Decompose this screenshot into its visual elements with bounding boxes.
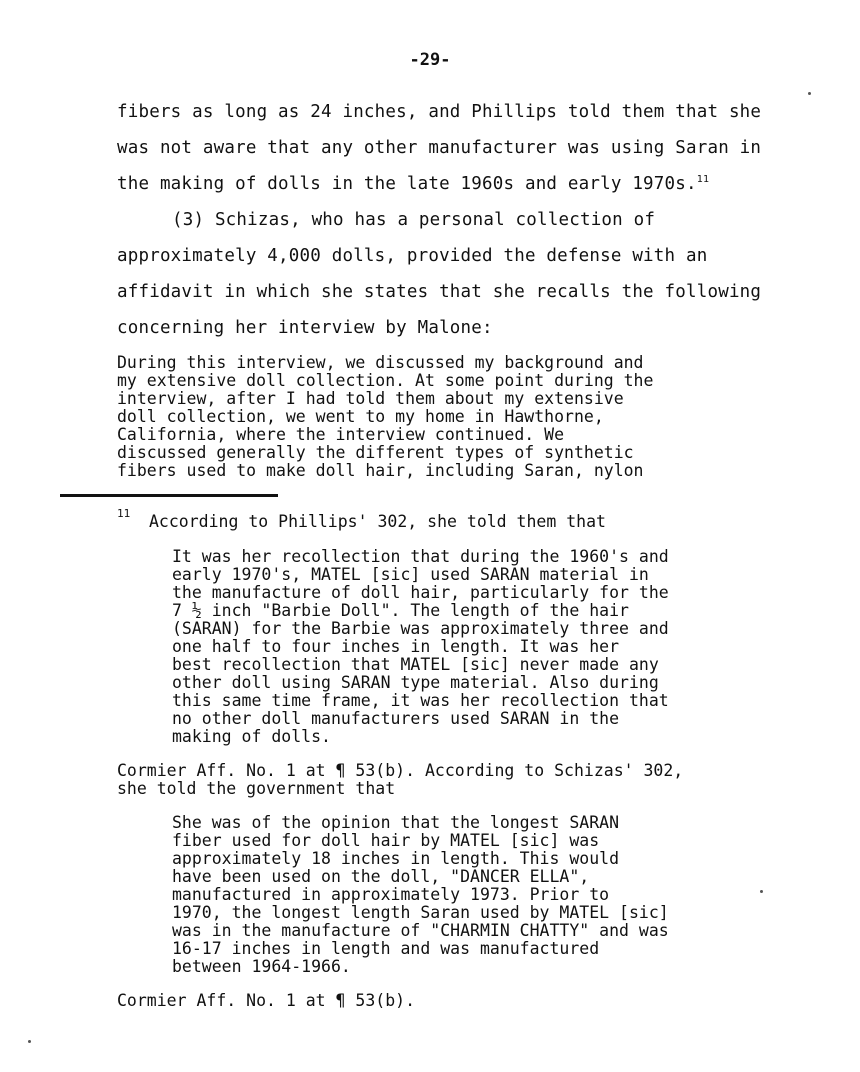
quote-line: discussed generally the different types of synthetic: [117, 443, 634, 462]
paragraph1-line-3-text: the making of dolls in the late 1960s and early 1970s.: [117, 174, 697, 194]
quote-line: She was of the opinion that the longest SARAN: [172, 813, 620, 832]
quote-line: 16-17 inches in length and was manufactured: [172, 939, 600, 958]
citation-line: Cormier Aff. No. 1 at ¶ 53(b).: [117, 991, 416, 1010]
paragraph1-line-1: fibers as long as 24 inches, and Phillips told them that she: [117, 102, 762, 122]
footnote-quote-phillips: [172, 548, 669, 746]
footnote-lead: According to Phillips' 302, she told them that: [149, 512, 606, 531]
quote-line: my extensive doll collection. At some point during the: [117, 371, 654, 390]
quote-line: making of dolls.: [172, 727, 331, 746]
quote-line: 1970, the longest length Saran used by MATEL [sic]: [172, 903, 669, 922]
footnote-citation-1: [117, 762, 683, 798]
quote-line: best recollection that MATEL [sic] never made any: [172, 655, 659, 674]
quote-line: was in the manufacture of "CHARMIN CHATTY" and was: [172, 921, 669, 940]
quote-line: During this interview, we discussed my background and: [117, 353, 644, 372]
footnote-reference: 11: [696, 174, 710, 186]
footnote-quote-schizas: [172, 814, 669, 976]
citation-line: Cormier Aff. No. 1 at ¶ 53(b). According to Schizas' 302,: [117, 761, 684, 780]
citation-line: she told the government that: [117, 779, 396, 798]
quote-line: (SARAN) for the Barbie was approximately three and: [172, 619, 669, 638]
page-number: -29-: [409, 50, 451, 70]
scan-speck: [760, 890, 763, 893]
paragraph2-line-1: (3) Schizas, who has a personal collection of: [172, 210, 656, 230]
paragraph1-line-2: was not aware that any other manufacturer was using Saran in: [117, 138, 762, 158]
quote-line: fiber used for doll hair by MATEL [sic] was: [172, 831, 600, 850]
quote-line: 7 ½ inch "Barbie Doll". The length of the hair: [172, 601, 629, 620]
quote-line: between 1964-1966.: [172, 957, 351, 976]
quote-line: this same time frame, it was her recollection that: [172, 691, 669, 710]
paragraph2-line-3: affidavit in which she states that she recalls the following: [117, 282, 762, 302]
quote-line: interview, after I had told them about my extensive: [117, 389, 624, 408]
quote-line: early 1970's, MATEL [sic] used SARAN material in: [172, 565, 649, 584]
quote-line: other doll using SARAN type material. Also during: [172, 673, 659, 692]
footnote-citation-2: [117, 992, 415, 1010]
quote-line: the manufacture of doll hair, particularly for the: [172, 583, 669, 602]
quote-line: fibers used to make doll hair, including Saran, nylon: [117, 461, 644, 480]
quote-line: doll collection, we went to my home in Hawthorne,: [117, 407, 604, 426]
quote-line: It was her recollection that during the 1960's and: [172, 547, 669, 566]
quote-line: one half to four inches in length. It was her: [172, 637, 620, 656]
paragraph2-line-2: approximately 4,000 dolls, provided the defense with an: [117, 246, 708, 266]
quote-line: manufactured in approximately 1973. Prior to: [172, 885, 610, 904]
scan-speck: [28, 1040, 31, 1043]
quote-line: California, where the interview continued. We: [117, 425, 565, 444]
quote-line: approximately 18 inches in length. This would: [172, 849, 620, 868]
paragraph2-line-4: concerning her interview by Malone:: [117, 318, 493, 338]
paragraph1-line-3: [117, 174, 709, 194]
footnote-separator: [60, 494, 278, 497]
scan-speck: [808, 92, 811, 95]
block-quote-schizas: [117, 354, 653, 480]
footnote-marker: 11: [117, 507, 131, 520]
quote-line: have been used on the doll, "DANCER ELLA",: [172, 867, 590, 886]
quote-line: no other doll manufacturers used SARAN in the: [172, 709, 620, 728]
